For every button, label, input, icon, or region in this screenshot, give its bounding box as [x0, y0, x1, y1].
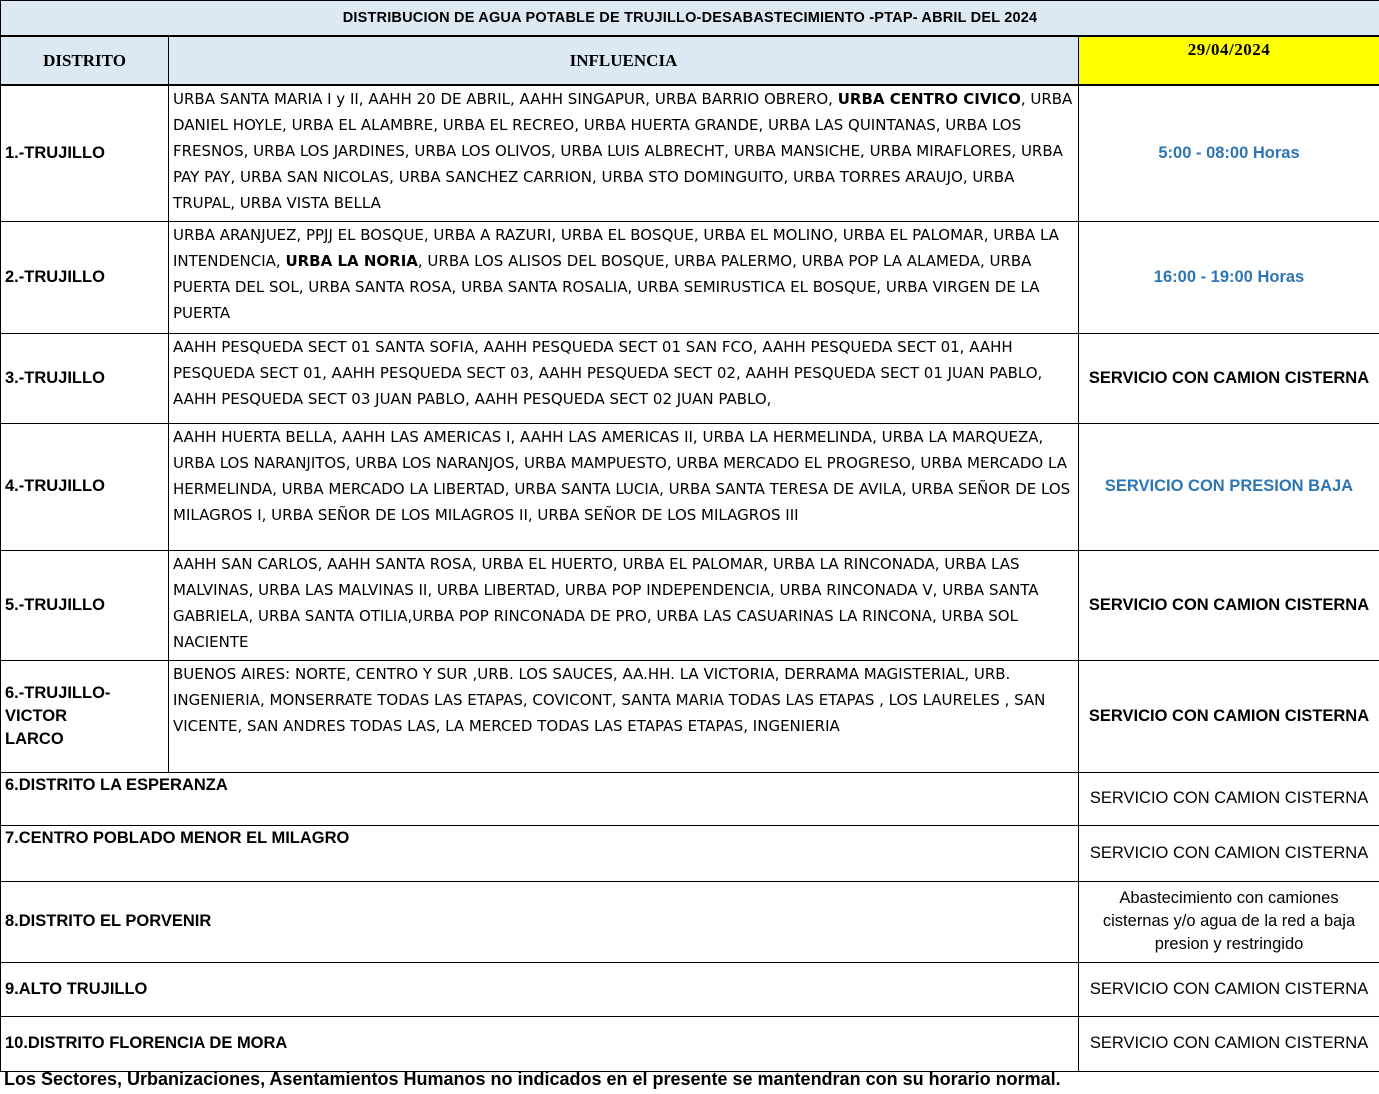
service-status: SERVICIO CON CAMION CISTERNA	[1079, 1016, 1379, 1071]
influence-text-clip	[173, 424, 1076, 550]
district-name: 9.ALTO TRUJILLO	[1, 962, 1079, 1016]
table-row	[1, 962, 1379, 1016]
influence-areas	[169, 333, 1079, 423]
influence-areas	[169, 423, 1079, 550]
table-row	[1, 881, 1379, 962]
district-name: 6.DISTRITO LA ESPERANZA	[1, 772, 1079, 825]
table-title: DISTRIBUCION DE AGUA POTABLE DE TRUJILLO-DESABASTECIMIENTO -PTAP- ABRIL DEL 2024	[1, 1, 1379, 37]
influence-areas	[169, 85, 1079, 221]
district-name: 6.-TRUJILLO-VICTOR LARCO	[1, 660, 169, 772]
influence-areas	[169, 660, 1079, 772]
footer-note: Los Sectores, Urbanizaciones, Asentamientos Humanos no indicados en el presente se mantendran con su horario normal.	[4, 1069, 1061, 1089]
influence-areas	[169, 221, 1079, 333]
district-name: 1.-TRUJILLO	[1, 85, 169, 221]
service-status: SERVICIO CON CAMION CISTERNA	[1079, 825, 1379, 881]
table-row	[1, 825, 1379, 881]
influence-text: URBA SANTA MARIA I y II, AAHH 20 DE ABRIL, AAHH SINGAPUR, URBA BARRIO OBRERO,	[173, 90, 838, 108]
service-status: 16:00 - 19:00 Horas	[1079, 221, 1379, 333]
table-row	[1, 550, 1379, 660]
district-name: 4.-TRUJILLO	[1, 423, 169, 550]
service-status: SERVICIO CON CAMION CISTERNA	[1079, 333, 1379, 423]
influence-text: AAHH HUERTA BELLA, AAHH LAS AMERICAS I, AAHH LAS AMERICAS II, URBA LA HERMELINDA, URBA LA MARQUEZA, URBA LOS NARANJITOS, URBA LOS NARANJOS, URBA MAMPUESTO, URBA MERCADO EL PROGRESO, URBA MERCADO LA HERMELINDA, URBA MERCADO LA LIBERTAD, URBA SANTA LUCIA, URBA SANTA TERESA DE AVILA, URBA SEÑOR DE LOS MILAGROS I, URBA SEÑOR DE LOS MILAGROS II, URBA SEÑOR DE LOS MILAGROS III	[173, 427, 1071, 524]
table-row	[1, 1016, 1379, 1071]
table-row	[1, 660, 1379, 772]
table-row	[1, 772, 1379, 825]
district-name: 3.-TRUJILLO	[1, 333, 169, 423]
service-status: SERVICIO CON CAMION CISTERNA	[1079, 550, 1379, 660]
district-name: 8.DISTRITO EL PORVENIR	[1, 881, 1079, 962]
table-row	[1, 85, 1379, 221]
table-row	[1, 333, 1379, 423]
influence-text: , URBA DANIEL HOYLE, URBA EL ALAMBRE, URBA EL RECREO, URBA HUERTA GRANDE, URBA LAS QUINTANAS, URBA LOS FRESNOS, URBA LOS JARDINES, URBA LOS OLIVOS, URBA LUIS ALBRECHT, URBA MANSICHE, URBA MIRAFLORES, URBA PAY PAY, URBA SAN NICOLAS, URBA SANCHEZ CARRION, URBA STO DOMINGUITO, URBA TORRES ARAUJO, URBA TRUPAL, URBA VISTA BELLA	[173, 90, 1073, 212]
service-status: Abastecimiento con camiones cisternas y/o agua de la red a baja presion y restringido	[1079, 881, 1379, 962]
influence-areas	[169, 550, 1079, 660]
influence-text: AAHH SAN CARLOS, AAHH SANTA ROSA, URBA EL HUERTO, URBA EL PALOMAR, URBA LA RINCONADA, URBA LAS MALVINAS, URBA LAS MALVINAS II, URBA LIBERTAD, URBA POP INDEPENDENCIA, URBA RINCONADA V, URBA SANTA GABRIELA, URBA SANTA OTILIA,URBA POP RINCONADA DE PRO, URBA LAS CASUARINAS LA RINCONA, URBA SOL NACIENTE	[173, 554, 1039, 651]
service-status: SERVICIO CON PRESION BAJA	[1079, 423, 1379, 550]
influence-highlight: URBA LA NORIA	[285, 251, 418, 270]
service-status: 5:00 - 08:00 Horas	[1079, 85, 1379, 221]
influence-text: URBA ARANJUEZ, PPJJ EL BOSQUE, URBA A RAZURI, URBA EL BOSQUE, URBA EL MOLINO, URBA EL PALOMAR, URBA LA INTENDENCIA,	[173, 225, 1059, 270]
header-date: 29/04/2024	[1079, 36, 1379, 85]
influence-highlight: URBA CENTRO CIVICO	[837, 90, 1021, 108]
influence-text: AAHH PESQUEDA SECT 01 SANTA SOFIA, AAHH PESQUEDA SECT 01 SAN FCO, AAHH PESQUEDA SECT 01, AAHH PESQUEDA SECT 01, AAHH PESQUEDA SECT 03, AAHH PESQUEDA SECT 02, AAHH PESQUEDA SECT 01 JUAN PABLO, AAHH PESQUEDA SECT 03 JUAN PABLO, AAHH PESQUEDA SECT 02 JUAN PABLO,	[173, 337, 1043, 408]
service-status: SERVICIO CON CAMION CISTERNA	[1079, 962, 1379, 1016]
influence-text: , URBA LOS ALISOS DEL BOSQUE, URBA PALERMO, URBA POP LA ALAMEDA, URBA PUERTA DEL SOL, URBA SANTA ROSA, URBA SANTA ROSALIA, URBA SEMIRUSTICA EL BOSQUE, URBA VIRGEN DE LA PUERTA	[173, 251, 1040, 322]
header-influencia: INFLUENCIA	[169, 36, 1079, 85]
service-status: SERVICIO CON CAMION CISTERNA	[1079, 772, 1379, 825]
influence-text: BUENOS AIRES: NORTE, CENTRO Y SUR ,URB. LOS SAUCES, AA.HH. LA VICTORIA, DERRAMA MAGISTERIAL, URB. INGENIERIA, MONSERRATE TODAS LAS ETAPAS, COVICONT, SANTA MARIA TODAS LAS ETAPAS , LOS LAURELES , SAN VICENTE, SAN ANDRES TODAS LAS, LA MERCED TODAS LAS ETAPAS ETAPAS, INGENIERIA	[173, 664, 1046, 735]
district-name: 2.-TRUJILLO	[1, 221, 169, 333]
table-row	[1, 423, 1379, 550]
table-row	[1, 221, 1379, 333]
header-distrito: DISTRITO	[1, 36, 169, 85]
district-name: 5.-TRUJILLO	[1, 550, 169, 660]
district-name: 10.DISTRITO FLORENCIA DE MORA	[1, 1016, 1079, 1071]
service-status: SERVICIO CON CAMION CISTERNA	[1079, 660, 1379, 772]
district-name: 7.CENTRO POBLADO MENOR EL MILAGRO	[1, 825, 1079, 881]
